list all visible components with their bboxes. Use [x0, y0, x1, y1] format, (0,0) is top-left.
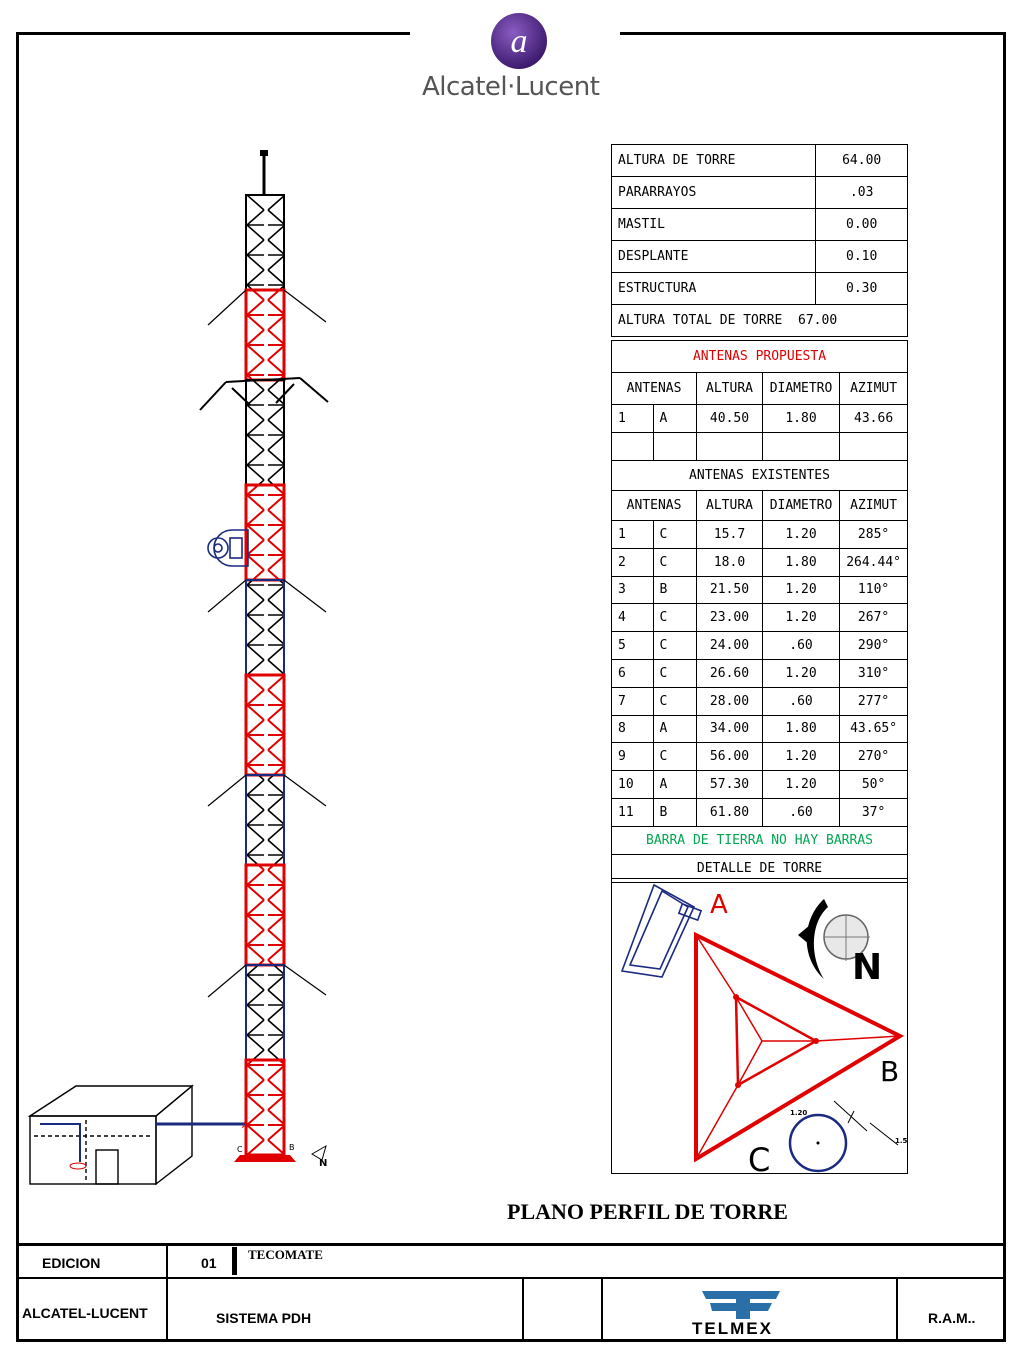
equipment-shelter: [30, 1086, 192, 1184]
system-name: SISTEMA PDH: [216, 1310, 312, 1326]
cell-num: 2: [612, 548, 654, 576]
antenna-table: [611, 340, 908, 883]
cell-diam: .60: [762, 632, 839, 660]
ground-bar-note: BARRA DE TIERRA NO HAY BARRAS: [612, 826, 908, 854]
cell-azimut: 110°: [840, 576, 908, 604]
cell-altura: 28.00: [697, 687, 763, 715]
cell-num: 5: [612, 632, 654, 660]
tower-detail-panel: [611, 878, 908, 1179]
dish-antenna: [208, 530, 248, 566]
leg-a-label: A: [710, 890, 728, 920]
cell-azimut: 285°: [840, 521, 908, 549]
cell-diam: 1.20: [762, 743, 839, 771]
svg-text:N: N: [852, 947, 883, 988]
cell-diam: 1.20: [762, 771, 839, 799]
small-north-arrow-icon: [312, 1146, 327, 1169]
spec-label: DESPLANTE: [612, 241, 816, 273]
tower-body: [234, 195, 296, 1162]
tower-profile-drawing: [20, 140, 610, 1190]
tower-leg-c-label: C: [237, 1145, 243, 1154]
cell-azimut: 43.65°: [840, 715, 908, 743]
table-row: [612, 771, 908, 799]
leg-c-label: C: [748, 1141, 771, 1179]
table-row: [612, 576, 908, 604]
spec-value: .03: [816, 177, 908, 209]
column-header: ALTURA: [697, 491, 763, 521]
offset-label: 1.5: [895, 1137, 908, 1145]
cell-diam: 1.20: [762, 576, 839, 604]
cell-type: C: [653, 743, 697, 771]
spec-value: 0.00: [816, 209, 908, 241]
cell-diam: 1.80: [762, 715, 839, 743]
cell-type: C: [653, 659, 697, 687]
spec-label: ALTURA DE TORRE: [612, 145, 816, 177]
tower-height-table: [611, 144, 908, 337]
table-row: 1 A 40.50 1.80 43.66: [612, 405, 908, 433]
spec-value: 64.00: [816, 145, 908, 177]
spec-label: PARARRAYOS: [612, 177, 816, 209]
tower-plan-diagram: [612, 879, 908, 1179]
tower-leg-b-label: B: [289, 1143, 295, 1152]
cell-azimut: 277°: [840, 687, 908, 715]
cell-num: 10: [612, 771, 654, 799]
tower-detail-title: DETALLE DE TORRE: [612, 854, 908, 882]
title-block: [16, 1243, 1006, 1342]
plan-title: PLANO PERFIL DE TORRE: [507, 1199, 788, 1224]
svg-text:a: a: [510, 23, 528, 60]
cell-diam: .60: [762, 798, 839, 826]
table-row: [612, 632, 908, 660]
cell-altura: 26.60: [697, 659, 763, 687]
cell-altura: 34.00: [697, 715, 763, 743]
dish-diameter-label: 1.20: [790, 1109, 808, 1117]
edition-value: 01: [201, 1255, 217, 1271]
table-row: [612, 604, 908, 632]
table-row: [612, 715, 908, 743]
cell-azimut: 310°: [840, 659, 908, 687]
cell-altura: 21.50: [697, 576, 763, 604]
cell-altura: 57.30: [697, 771, 763, 799]
cell-azimut: 264.44°: [840, 548, 908, 576]
table-row: [612, 433, 908, 461]
cell-altura: 15.7: [697, 521, 763, 549]
cell-type: C: [653, 687, 697, 715]
cell-type: C: [653, 632, 697, 660]
cell-num: 4: [612, 604, 654, 632]
column-header: DIAMETRO: [762, 373, 839, 405]
cell-azimut: 267°: [840, 604, 908, 632]
total-height-value: 67.00: [798, 313, 838, 328]
total-height-label: ALTURA TOTAL DE TORRE: [618, 313, 783, 328]
edition-label: EDICION: [42, 1255, 101, 1271]
cell-diam: 1.20: [762, 604, 839, 632]
cell-diam: 1.20: [762, 659, 839, 687]
company-name: ALCATEL-LUCENT: [22, 1305, 148, 1321]
ram-label: R.A.M..: [928, 1310, 976, 1326]
cell-type: A: [653, 715, 697, 743]
cell-num: 11: [612, 798, 654, 826]
existing-antennas-title: ANTENAS EXISTENTES: [612, 461, 908, 491]
cell-num: 6: [612, 659, 654, 687]
column-header: ALTURA: [697, 373, 763, 405]
proposed-antennas-title: ANTENAS PROPUESTA: [612, 341, 908, 373]
north-arrow-icon: [798, 899, 882, 988]
cell-altura: 23.00: [697, 604, 763, 632]
cell-num: 9: [612, 743, 654, 771]
cell-diam: 1.80: [762, 548, 839, 576]
cell-azimut: 50°: [840, 771, 908, 799]
company-logo-text: Alcatel·Lucent: [422, 72, 600, 102]
cell-type: B: [653, 798, 697, 826]
cell-num: 8: [612, 715, 654, 743]
svg-text:N: N: [319, 1158, 328, 1169]
table-row: [612, 687, 908, 715]
cell-altura: 61.80: [697, 798, 763, 826]
cell-num: 7: [612, 687, 654, 715]
spec-value: 0.30: [816, 273, 908, 305]
table-row: [612, 548, 908, 576]
cell-azimut: 37°: [840, 798, 908, 826]
cell-altura: 24.00: [697, 632, 763, 660]
column-header: AZIMUT: [840, 373, 908, 405]
cell-type: C: [653, 521, 697, 549]
table-row: [612, 521, 908, 549]
table-row: [612, 659, 908, 687]
column-header: DIAMETRO: [762, 491, 839, 521]
cell-type: A: [653, 771, 697, 799]
spec-value: 0.10: [816, 241, 908, 273]
alcatel-lucent-logo-icon: [490, 12, 548, 70]
column-header: AZIMUT: [840, 491, 908, 521]
leg-b-label: B: [880, 1055, 900, 1088]
cell-num: 3: [612, 576, 654, 604]
cell-num: 1: [612, 521, 654, 549]
cell-altura: 56.00: [697, 743, 763, 771]
spec-label: MASTIL: [612, 209, 816, 241]
dish-a-icon: [622, 885, 701, 977]
column-header: ANTENAS: [612, 491, 697, 521]
telmex-logo: TELMEX: [676, 1289, 816, 1339]
cell-azimut: 270°: [840, 743, 908, 771]
cell-diam: 1.20: [762, 521, 839, 549]
site-name: TECOMATE: [248, 1247, 323, 1262]
tower-leg-a-label: A: [242, 1121, 248, 1130]
cell-type: C: [653, 604, 697, 632]
cell-diam: .60: [762, 687, 839, 715]
cell-altura: 18.0: [697, 548, 763, 576]
spec-label: ESTRUCTURA: [612, 273, 816, 305]
cell-type: C: [653, 548, 697, 576]
column-header: ANTENAS: [612, 373, 697, 405]
cell-azimut: 290°: [840, 632, 908, 660]
cell-type: B: [653, 576, 697, 604]
table-row: [612, 743, 908, 771]
table-row: [612, 798, 908, 826]
